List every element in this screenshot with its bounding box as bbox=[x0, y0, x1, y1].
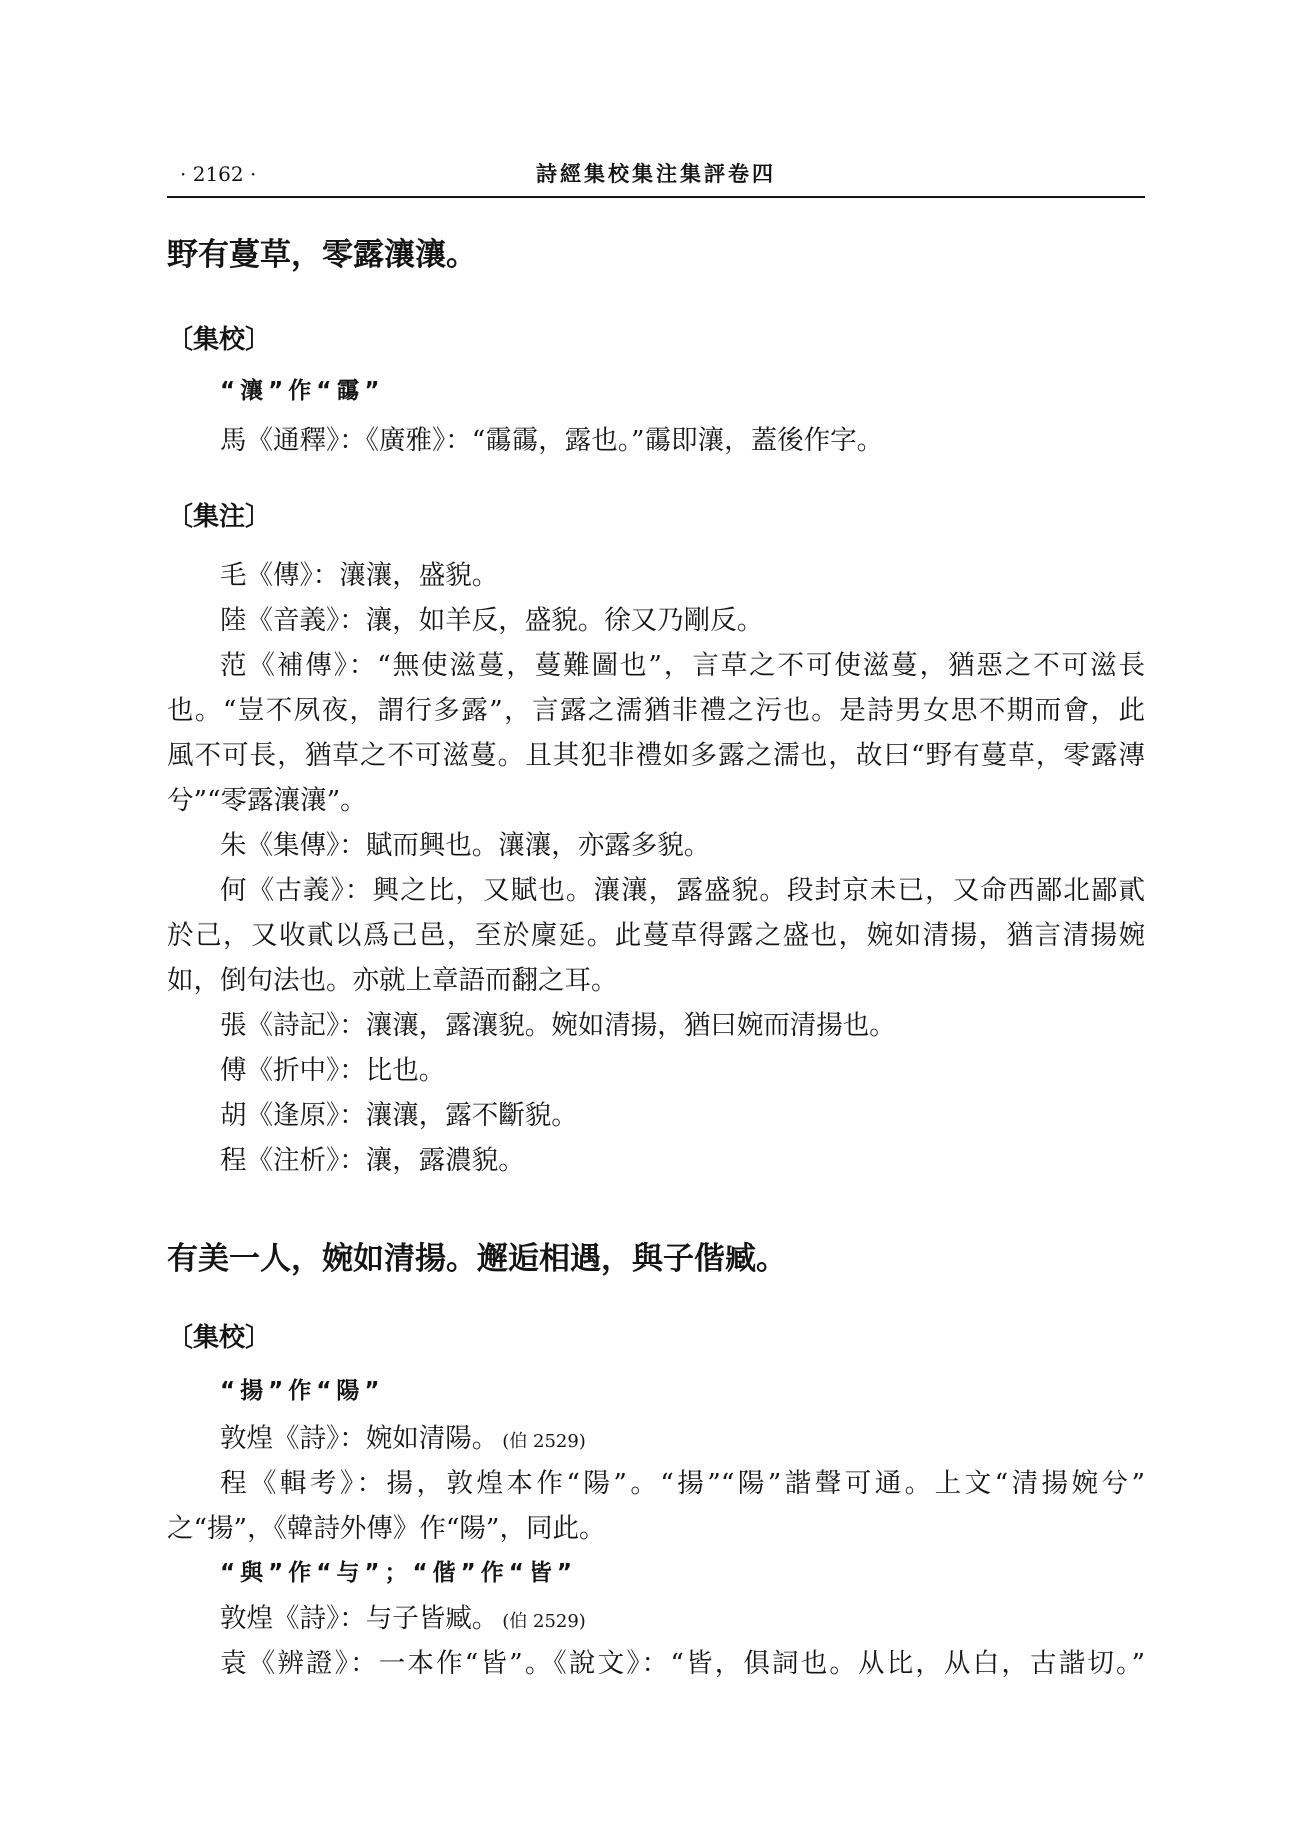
manuscript-note: (伯 2529) bbox=[502, 1431, 586, 1452]
commentary-section bbox=[167, 495, 1145, 1183]
collation-section bbox=[167, 1316, 1145, 1686]
entry-line: 何《古義》：興之比，又賦也。瀼瀼，露盛貌。段封京未已，又命西鄙北鄙貳 bbox=[220, 875, 1145, 906]
verse-heading: 野有蔓草，零露瀼瀼。 bbox=[167, 237, 477, 273]
verse-block bbox=[167, 233, 1145, 278]
page-number: · 2162 · bbox=[180, 162, 257, 186]
entry-line: 朱《集傳》：賦而興也。瀼瀼，亦露多貌。 bbox=[220, 830, 711, 861]
entry-line: 之“揚”，《韓詩外傳》作“陽”，同此。 bbox=[167, 1513, 606, 1544]
variant-heading: “瀼”作“霷” bbox=[220, 378, 385, 404]
entry-line: 程《輯考》：揚，敦煌本作“陽”。“揚”“陽”諧聲可通。上文“清揚婉兮” bbox=[220, 1468, 1145, 1499]
manuscript-note: (伯 2529) bbox=[502, 1611, 586, 1632]
entry-line: 張《詩記》：瀼瀼，露瀼貌。婉如清揚，猶曰婉而清揚也。 bbox=[220, 1010, 896, 1041]
verse-block bbox=[167, 1237, 1145, 1282]
running-title: 詩經集校集注集評卷四 bbox=[536, 161, 776, 186]
entry-line: 馬《通釋》：《廣雅》：“霷霷，露也。”霷即瀼，蓋後作字。 bbox=[220, 425, 884, 456]
entry-line: 袁《辨證》：一本作“皆”。《說文》：“皆，俱詞也。从比，从白，古諧切。” bbox=[220, 1648, 1145, 1679]
entry-line: 陸《音義》：瀼，如羊反，盛貌。徐又乃剛反。 bbox=[220, 605, 764, 636]
entry-line: 如，倒句法也。亦就上章語而翻之耳。 bbox=[167, 965, 618, 996]
entry-line: 胡《逢原》：瀼瀼，露不斷貌。 bbox=[220, 1100, 578, 1131]
commentary-entries bbox=[167, 553, 1145, 1183]
entry-line: 范《補傳》：“無使滋蔓，蔓難圖也”，言草之不可使滋蔓，猶惡之不可滋長 bbox=[220, 650, 1145, 681]
entry-line bbox=[167, 1596, 1145, 1641]
entry-text: 敦煌《詩》：婉如清陽。 bbox=[220, 1423, 499, 1454]
entry-line: 於己，又收貳以爲己邑，至於廩延。此蔓草得露之盛也，婉如清揚，猶言清揚婉 bbox=[167, 920, 1145, 951]
variant-heading: “與”作“与”；“偕”作“皆” bbox=[220, 1560, 577, 1586]
entry-line: 兮”“零露瀼瀼”。 bbox=[167, 785, 367, 816]
entry-line: 風不可長，猶草之不可滋蔓。且其犯非禮如多露之濡也，故曰“野有蔓草，零露漙 bbox=[167, 740, 1145, 771]
header-rule bbox=[167, 196, 1145, 198]
section-label: 〔集校〕 bbox=[167, 1323, 272, 1353]
section-label: 〔集校〕 bbox=[167, 325, 272, 355]
entry-line: 傅《折中》：比也。 bbox=[220, 1055, 446, 1086]
entry-text: 敦煌《詩》：与子皆臧。 bbox=[220, 1603, 499, 1634]
entry-line: 毛《傳》：瀼瀼，盛貌。 bbox=[220, 560, 499, 591]
collation-section bbox=[167, 318, 1145, 463]
section-label: 〔集注〕 bbox=[167, 502, 272, 532]
verse-heading: 有美一人，婉如清揚。邂逅相遇，與子偕臧。 bbox=[167, 1241, 787, 1277]
entry-line bbox=[167, 1416, 1145, 1461]
entry-line: 程《注析》：瀼，露濃貌。 bbox=[220, 1145, 525, 1176]
entry-line: 也。“豈不夙夜，謂行多露”，言露之濡猶非禮之污也。是詩男女思不期而會，此 bbox=[167, 695, 1145, 726]
variant-heading: “揚”作“陽” bbox=[220, 1378, 385, 1404]
